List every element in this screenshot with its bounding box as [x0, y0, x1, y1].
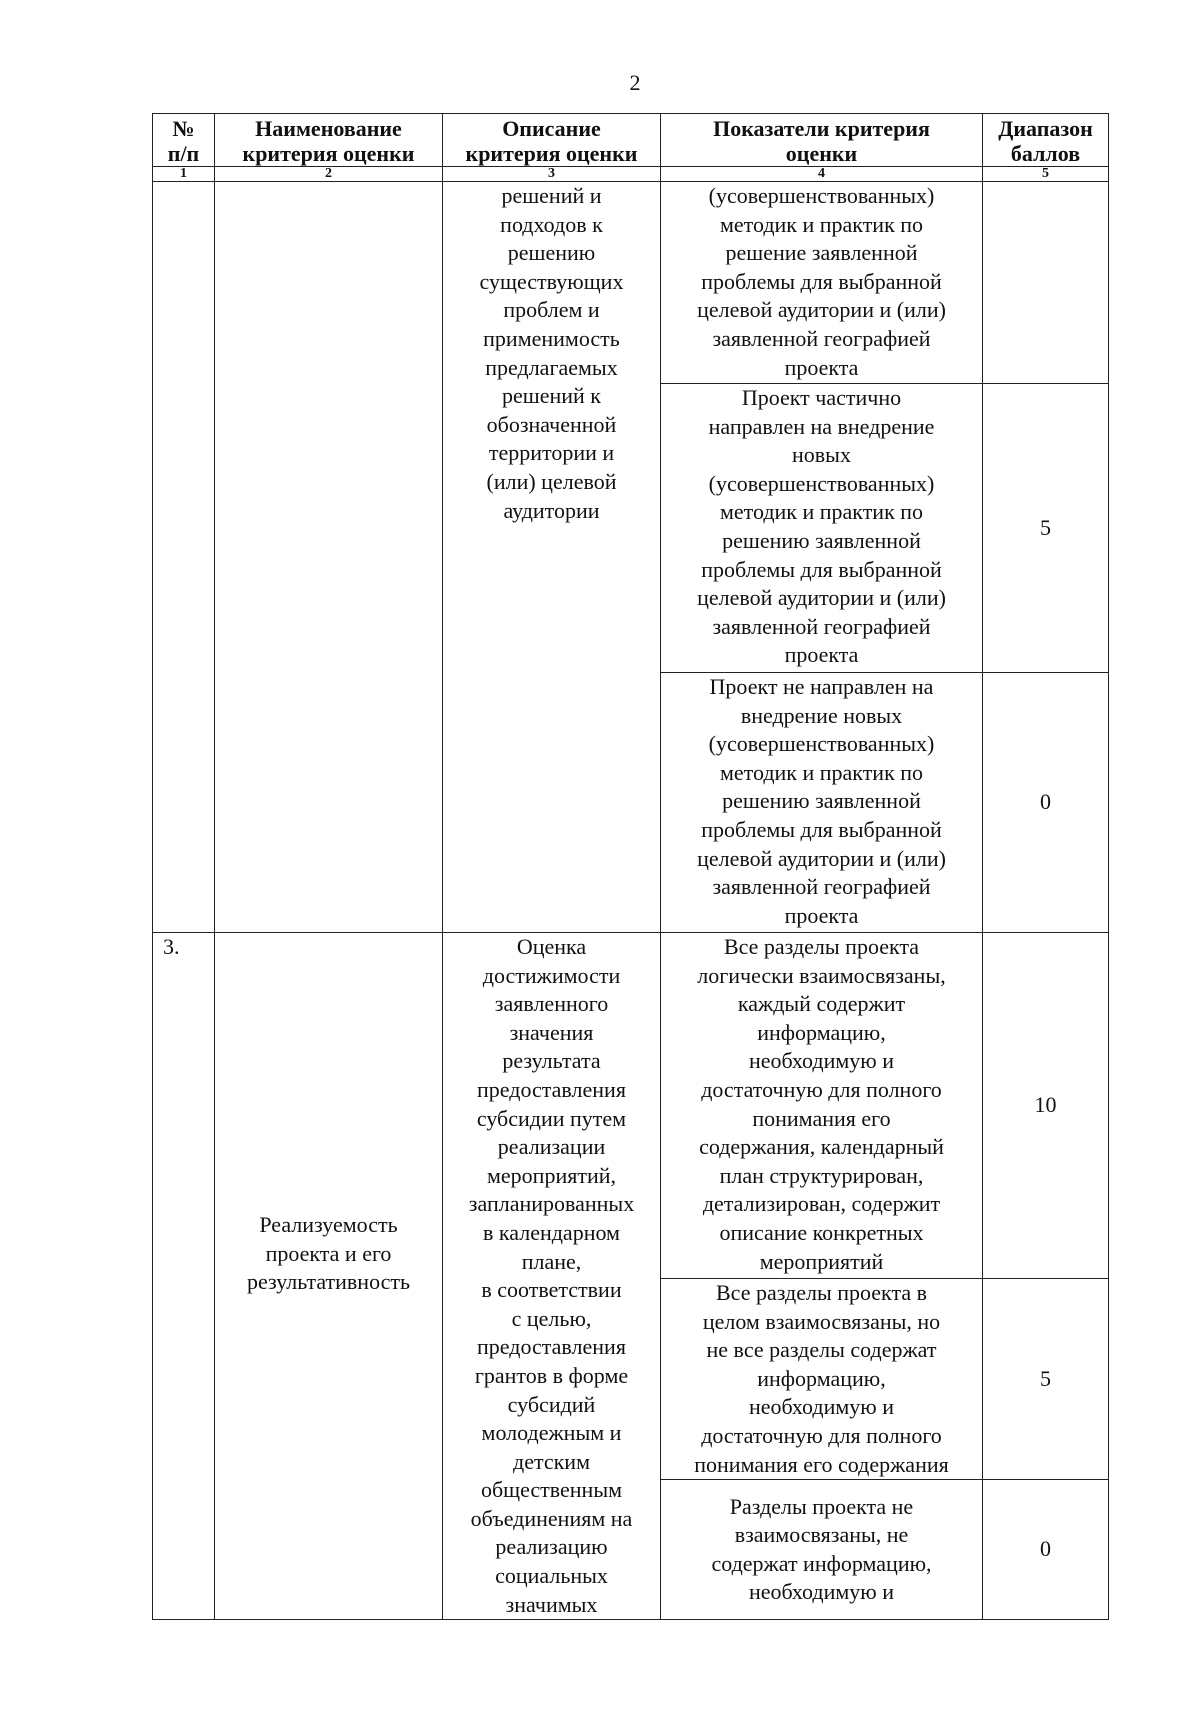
column-number: 4	[661, 167, 983, 182]
header-row	[153, 114, 1109, 167]
criterion-name-cell	[215, 933, 443, 1620]
column-number: 1	[153, 167, 215, 182]
header-criterion-description: Описание критерия оценки	[443, 114, 661, 167]
column-number: 2	[215, 167, 443, 182]
indicator-text: Разделы проекта не взаимосвязаны, не содержат информацию, необходимую и	[661, 1480, 983, 1620]
table-row	[153, 933, 1109, 1279]
indicator-text: Проект не направлен на внедрение новых (усовершенствованных) методик и практик по решению заявленной проблемы для выбранной целевой аудитории и (или) заявленной географией проекта	[661, 673, 983, 933]
indicator-score: 10	[983, 933, 1109, 1279]
criterion-number	[153, 182, 215, 933]
indicator-text: Все разделы проекта логически взаимосвязаны, каждый содержит информацию, необходимую и достаточную для полного понимания его содержания, календарный план структурирован, детализирован, содержит описание конкретных мероприятий	[661, 933, 983, 1279]
column-number: 5	[983, 167, 1109, 182]
table-row	[153, 182, 1109, 384]
indicator-score: 0	[983, 673, 1109, 933]
page-number: 2	[629, 70, 641, 95]
column-number: 3	[443, 167, 661, 182]
indicator-score: 5	[983, 1279, 1109, 1480]
criteria-table	[152, 113, 1109, 1620]
indicator-text: (усовершенствованных) методик и практик по решение заявленной проблемы для выбранной целевой аудитории и (или) заявленной географией проекта	[661, 182, 983, 384]
column-number-row	[153, 167, 1109, 182]
indicator-score	[983, 182, 1109, 384]
criterion-name	[215, 182, 443, 933]
criterion-name: Реализуемость проекта и его результативность	[246, 1212, 411, 1295]
criterion-description: решений и подходов к решению существующих проблем и применимость предлагаемых решений к обозначенной территории и (или) целевой аудитории	[443, 182, 661, 933]
header-number: № п/п	[153, 114, 215, 167]
criterion-description: Оценка достижимости заявленного значения результата предоставления субсидии путем реализации мероприятий, запланированных в календарном плане, в соответствии с целью, предоставления грантов в форме субсидий молодежным и детским общественным объединениям на реализацию социальных значимых	[443, 933, 661, 1620]
criterion-number: 3.	[153, 933, 215, 1620]
indicator-text: Все разделы проекта в целом взаимосвязаны, но не все разделы содержат информацию, необходимую и достаточную для полного понимания его содержания	[661, 1279, 983, 1480]
indicator-score: 5	[983, 384, 1109, 673]
header-criterion-name: Наименование критерия оценки	[215, 114, 443, 167]
header-score-range: Диапазон баллов	[983, 114, 1109, 167]
indicator-score: 0	[983, 1480, 1109, 1620]
indicator-text: Проект частично направлен на внедрение новых (усовершенствованных) методик и практик по решению заявленной проблемы для выбранной целевой аудитории и (или) заявленной географией проекта	[661, 384, 983, 673]
header-criterion-indicators: Показатели критерия оценки	[661, 114, 983, 167]
